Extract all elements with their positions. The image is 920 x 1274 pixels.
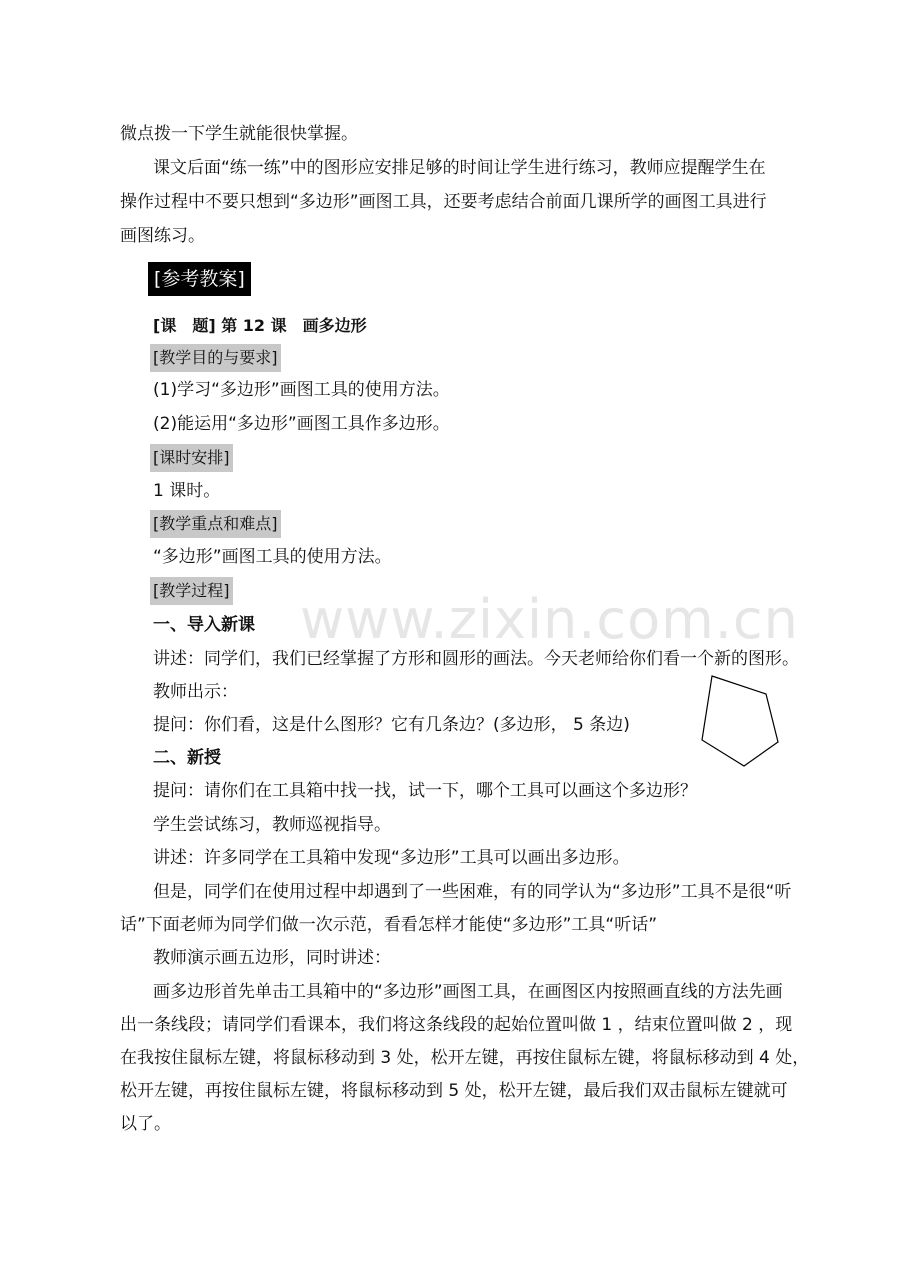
process-p9b: 出一条线段；请同学们看课本，我们将这条线段的起始位置叫做 1 ，结束位置叫做 2 ，现	[120, 1015, 793, 1035]
reference-heading: [参考教案]	[148, 262, 251, 296]
intro-line-2: 课文后面“练一练”中的图形应安排足够的时间让学生进行练习，教师应提醒学生在	[153, 158, 766, 178]
process-p9a: 画多边形首先单击工具箱中的“多边形”画图工具，在画图区内按照画直线的方法先画	[153, 982, 783, 1002]
watermark: www.zixin.com.cn	[300, 588, 799, 651]
intro-line-3: 操作过程中不要只想到“多边形”画图工具，还要考虑结合前面几课所学的画图工具进行	[120, 192, 767, 212]
pentagon-figure	[698, 672, 782, 770]
section-key-points: [教学重点和难点]	[150, 510, 281, 538]
goal-2: (2)能运用“多边形”画图工具作多边形。	[153, 414, 450, 434]
process-p9e: 以了。	[120, 1114, 171, 1134]
step-2-title: 二、新授	[153, 748, 221, 768]
process-p2: 教师出示：	[153, 682, 238, 702]
section-goals: [教学目的与要求]	[150, 344, 281, 372]
intro-line-4: 画图练习。	[120, 226, 205, 246]
process-p6: 讲述：许多同学在工具箱中发现“多边形”工具可以画出多边形。	[153, 848, 630, 868]
process-p5: 学生尝试练习，教师巡视指导。	[153, 815, 391, 835]
schedule-value: 1 课时。	[153, 481, 221, 501]
process-p7b: 话”下面老师为同学们做一次示范，看看怎样才能使“多边形”工具“听话”	[120, 915, 658, 935]
section-schedule: [课时安排]	[150, 444, 233, 472]
process-p9d: 松开左键，再按住鼠标左键，将鼠标移动到 5 处，松开左键，最后我们双击鼠标左键就可	[120, 1081, 788, 1101]
goal-1: (1)学习“多边形”画图工具的使用方法。	[153, 380, 450, 400]
pentagon-shape	[702, 676, 778, 766]
intro-line-1: 微点拨一下学生就能很快掌握。	[120, 124, 358, 144]
process-p8: 教师演示画五边形，同时讲述：	[153, 948, 391, 968]
process-p7a: 但是，同学们在使用过程中却遇到了一些困难，有的同学认为“多边形”工具不是很“听	[153, 882, 792, 902]
topic-line: [课 题] 第 12 课 画多边形	[153, 316, 367, 335]
key-points-value: “多边形”画图工具的使用方法。	[153, 547, 392, 567]
process-p4: 提问：请你们在工具箱中找一找，试一下，哪个工具可以画这个多边形？	[153, 781, 697, 801]
section-process: [教学过程]	[150, 577, 233, 605]
process-p3: 提问：你们看，这是什么图形？它有几条边？(多边形， 5 条边)	[153, 715, 630, 735]
step-1-title: 一、导入新课	[153, 615, 255, 635]
process-p9c: 在我按住鼠标左键，将鼠标移动到 3 处，松开左键，再按住鼠标左键，将鼠标移动到 4 处，	[120, 1048, 810, 1068]
process-p1: 讲述：同学们，我们已经掌握了方形和圆形的画法。今天老师给你们看一个新的图形。	[153, 649, 799, 669]
